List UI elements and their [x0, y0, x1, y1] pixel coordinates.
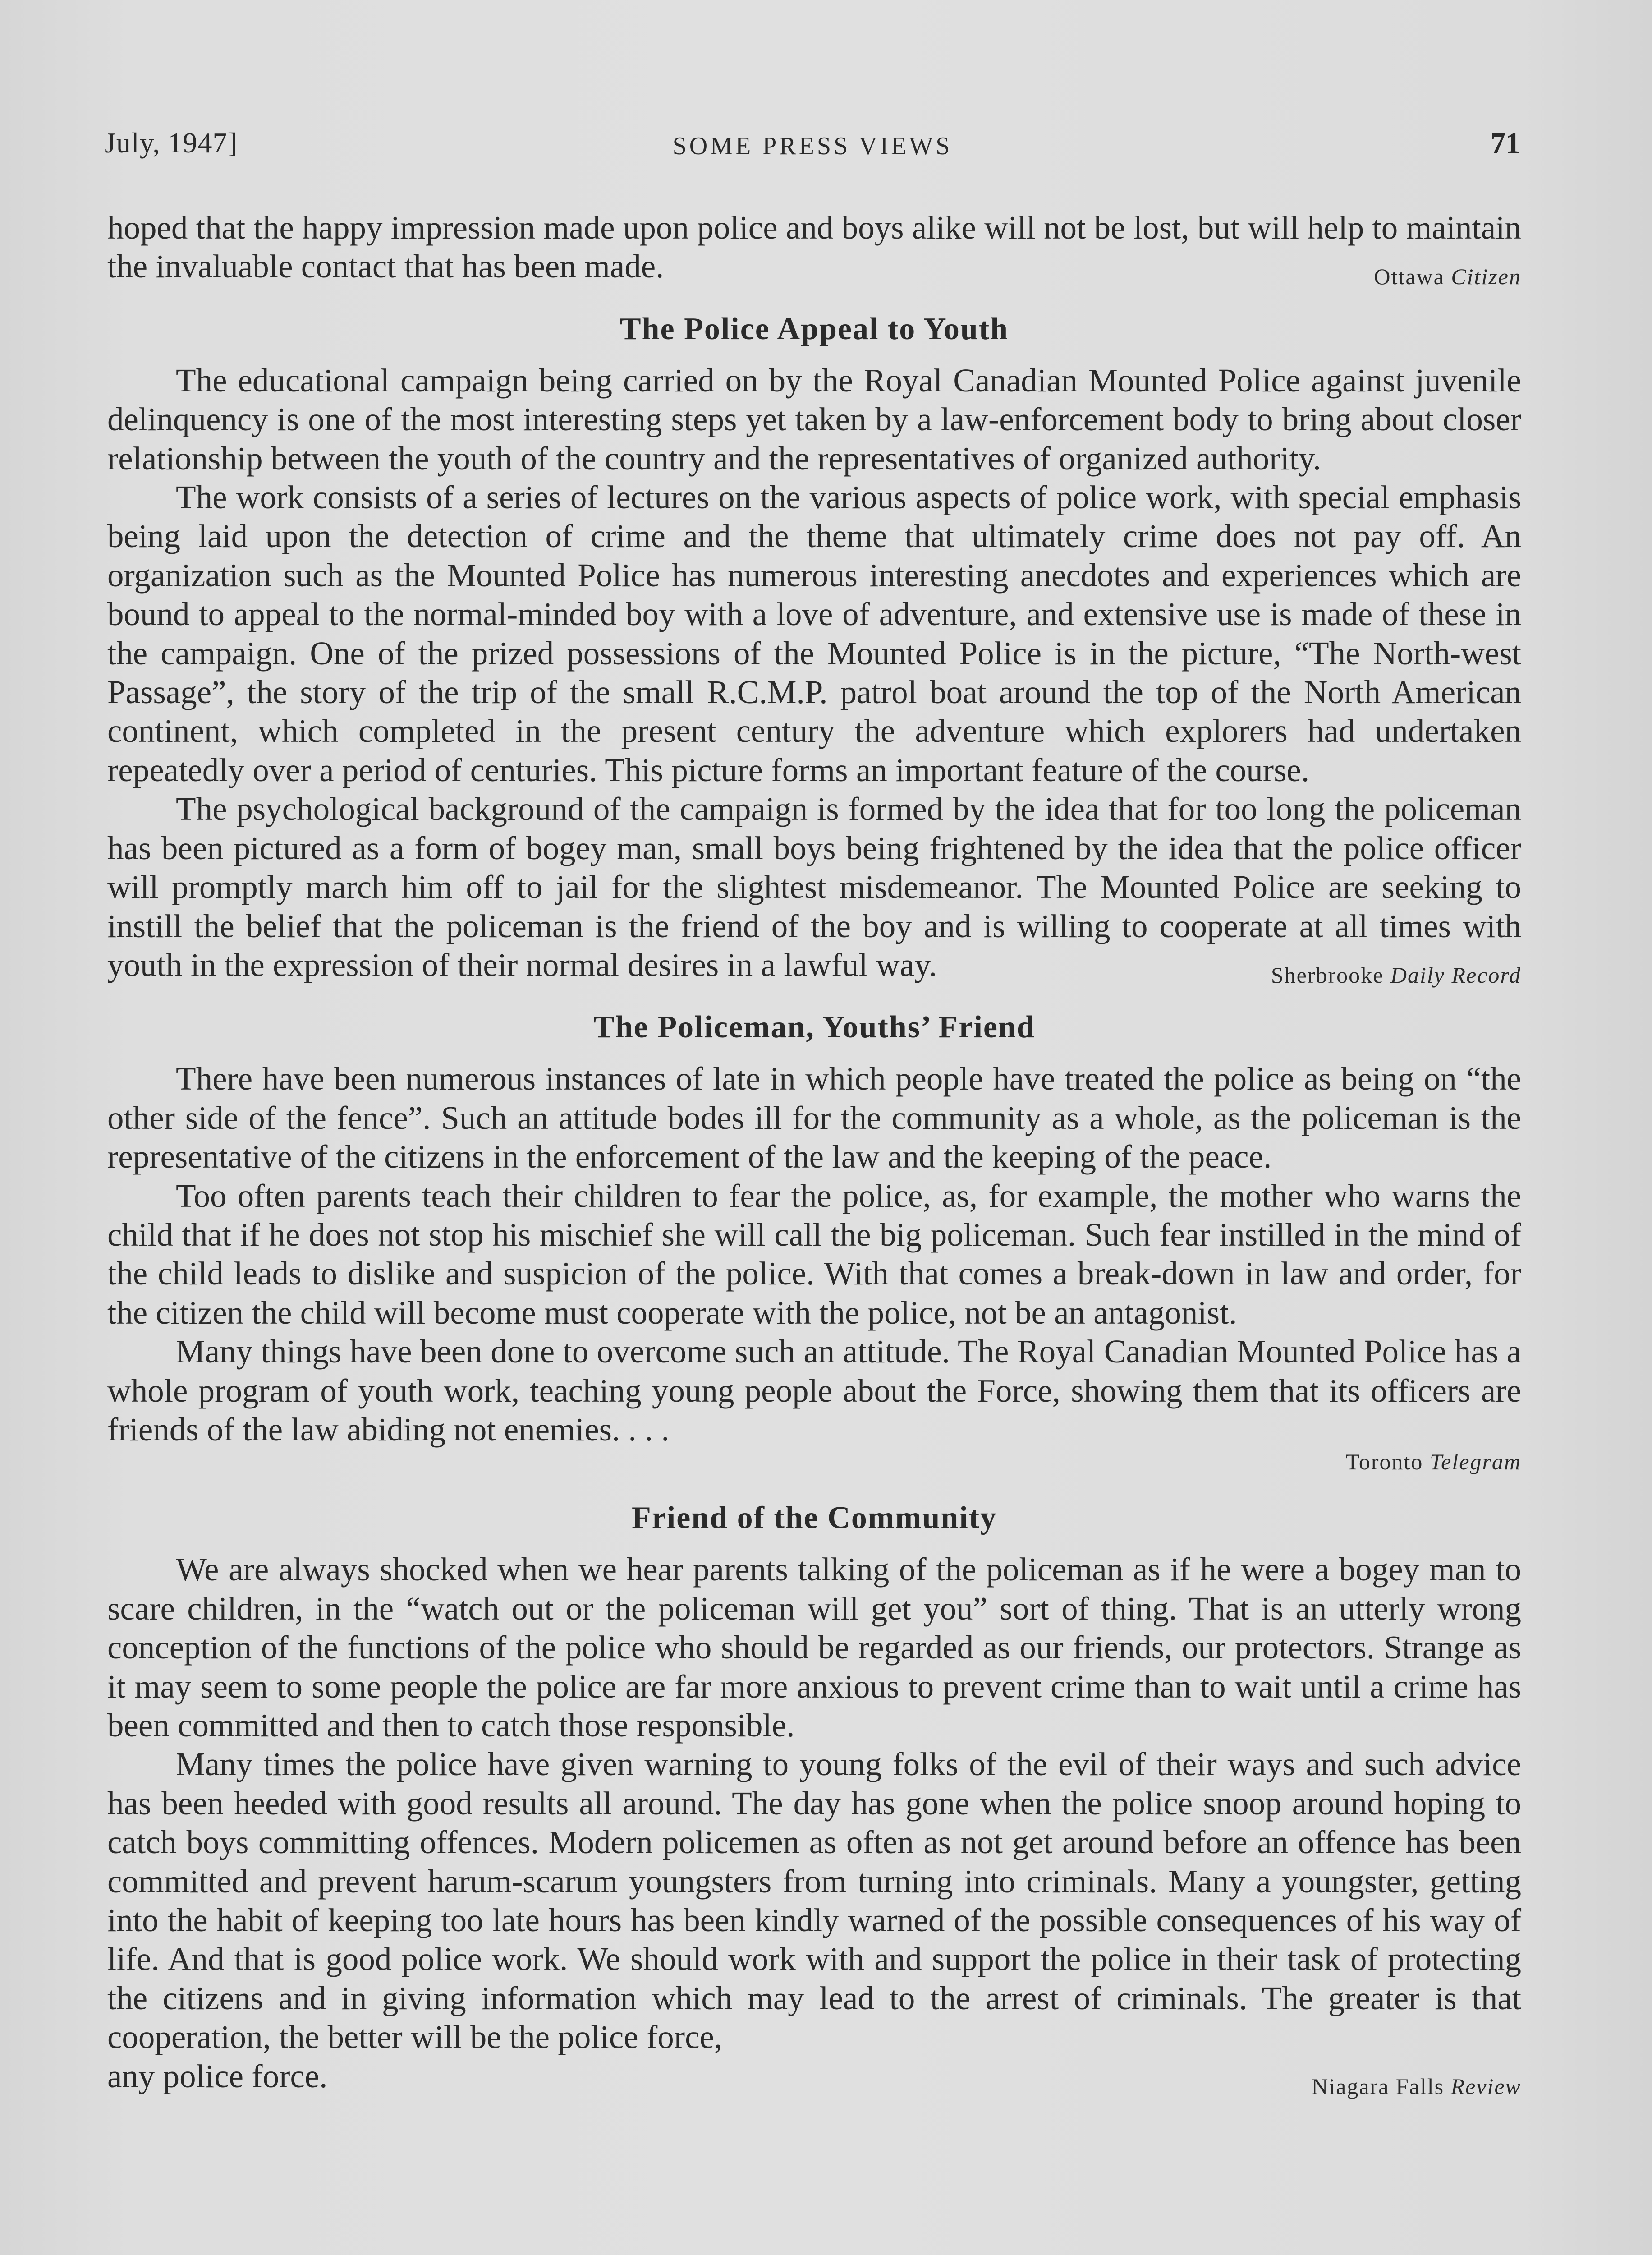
issue-date: July, 1947]	[105, 127, 238, 159]
paragraph-text: The psychological background of the campaign is formed by the idea that for too long the policeman has been pictured as a form of bogey man, small boys being frightened by the idea that the police officer will promptly march him off to jail for the slightest misdemeanor. The Mounted Police are seeking to instill the belief that the policeman is the friend of the boy and is willing to cooperate at all times with youth in the expression of their normal desires in a lawful way.	[107, 791, 1521, 983]
section-heading: The Police Appeal to Youth	[620, 311, 1009, 346]
closing-text: any police force.	[107, 2057, 328, 2094]
source-paper: Review	[1450, 2073, 1521, 2099]
source-credit	[1312, 2067, 1521, 2106]
running-header	[105, 126, 1520, 167]
section-heading: The Policeman, Youths’ Friend	[593, 1010, 1035, 1045]
running-title: SOME PRESS VIEWS	[672, 132, 953, 160]
page-number: 71	[1491, 127, 1520, 160]
source-credit	[1202, 956, 1521, 994]
paragraph: The work consists of a series of lectures on the various aspects of police work, with special emphasis being laid upon the detection of crime and the theme that ultimately crime does not pay off. An organization such as the Mounted Police has numerous interesting anecdotes and experiences which are bound to appeal to the normal-minded boy with a love of adventure, and extensive use is made of these in the campaign. One of the prized possessions of the Mounted Police is in the picture, “The North-west Passage”, the story of the trip of the small R.C.M.P. patrol boat around the top of the North American continent, which completed in the present century the adventure which explorers had undertaken repeatedly over a period of centuries. This picture forms an important feature of the course.	[107, 479, 1521, 788]
source-paper: Citizen	[1451, 264, 1521, 290]
paragraph: There have been numerous instances of late in which people have treated the police as being on “the other side of the fence”. Such an attitude bodes ill for the community as a whole, as the policeman is the representative of the citizens in the enforcement of the law and the keeping of the peace.	[107, 1060, 1521, 1175]
source-city: Toronto	[1345, 1449, 1423, 1475]
source-city: Sherbrooke	[1271, 962, 1384, 988]
paragraph: The educational campaign being carried on by the Royal Canadian Mounted Police against juvenile delinquency is one of the most interesting steps yet taken by a law-enforcement body to bring about closer relationship between the youth of the country and the representatives of organized authority.	[107, 362, 1521, 477]
section-heading: Friend of the Community	[631, 1500, 997, 1536]
source-city: Niagara Falls	[1312, 2073, 1445, 2099]
source-credit	[107, 1448, 1521, 1475]
source-city: Ottawa	[1374, 264, 1445, 290]
article-body	[107, 208, 1521, 2106]
paragraph: Many things have been done to overcome such an attitude. The Royal Canadian Mounted Police has a whole program of youth work, teaching young people about the Force, showing them that its officers are friends of the law abiding not enemies. . . .	[107, 1333, 1521, 1448]
paragraph: Many times the police have given warning to young folks of the evil of their ways and such advice has been heeded with good results all around. The day has gone when the police snoop around hoping to catch boys committing offences. Modern policemen as often as not get around before an offence has been committed and prevent harum-scarum youngsters from turning into criminals. Many a youngster, getting into the habit of keeping too late hours has been kindly warned of the possible consequences of his way of life. And that is good police work. We should work with and support the police in their task of protecting the citizens and in giving information which may lead to the arrest of criminals. The greater is that cooperation, the better will be the police force,	[107, 1746, 1521, 2056]
intro-paragraph	[107, 208, 1521, 290]
intro-text: hoped that the happy impression made upon police and boys alike will not be lost, but will help to maintain the invaluable contact that has been made.	[107, 209, 1521, 285]
source-paper: Telegram	[1429, 1449, 1521, 1475]
closing-line	[107, 2057, 1521, 2099]
source-paper: Daily Record	[1390, 962, 1521, 988]
paragraph	[107, 790, 1521, 988]
paragraph: Too often parents teach their children to fear the police, as, for example, the mother who warns the child that if he does not stop his mischief she will call the big policeman. Such fear instilled in the mind of the child leads to dislike and suspicion of the police. With that comes a break-down in law and order, for the citizen the child will become must cooperate with the police, not be an antagonist.	[107, 1177, 1521, 1331]
source-credit	[1374, 257, 1521, 296]
paragraph: We are always shocked when we hear parents talking of the policeman as if he were a bogey man to scare children, in the “watch out or the policeman will get you” sort of thing. That is an utterly wrong conception of the functions of the police who should be regarded as our friends, our protectors. Strange as it may seem to some people the police are far more anxious to prevent crime than to wait until a crime has been committed and then to catch those responsible.	[107, 1551, 1521, 1744]
